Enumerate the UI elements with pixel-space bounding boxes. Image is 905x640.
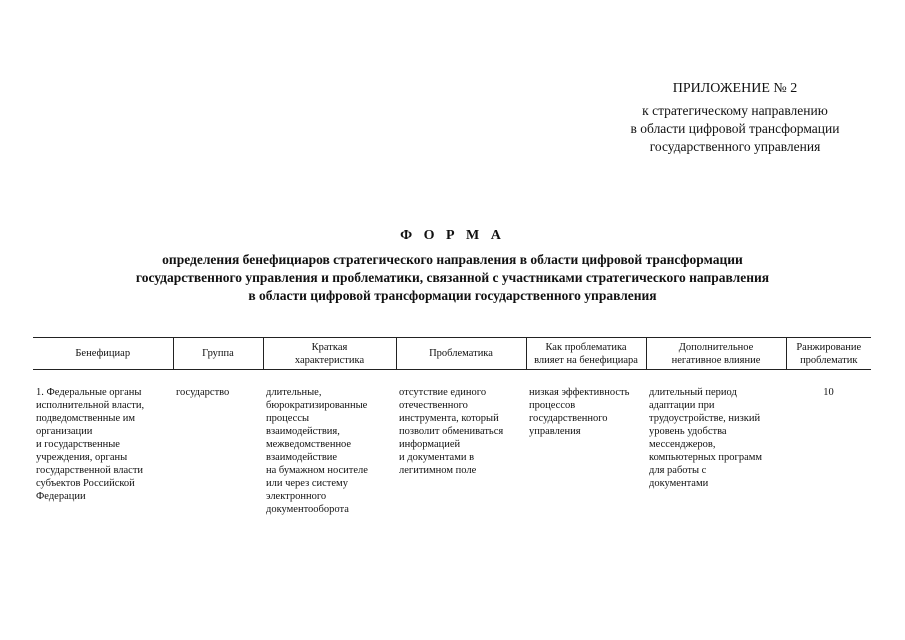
table-cell-problem: отсутствие единого отечественного инструмента, который позволит обмениваться информацией и документами в легитимном поле <box>399 387 504 476</box>
form-subtitle-line: определения бенефициаров стратегического направления в области цифровой трансформации <box>162 252 743 267</box>
table-cell-additional-negative-impact: длительный период адаптации при трудоустройстве, низкий уровень удобства мессенджеров, компьютерных программ для работы с документами <box>649 387 763 489</box>
table-cell-group: государство <box>176 387 230 398</box>
appendix-line: государственного управления <box>649 139 821 154</box>
column-header-beneficiary: Бенефициар <box>33 338 173 370</box>
table-row <box>33 370 871 517</box>
appendix-line: к стратегическому направлению <box>642 103 828 118</box>
form-subtitle <box>0 251 905 305</box>
column-header-ranking: Ранжирование проблематик <box>786 338 871 370</box>
beneficiary-table <box>33 337 871 516</box>
appendix-line: в области цифровой трансформации <box>630 121 840 136</box>
appendix-title: ПРИЛОЖЕНИЕ № 2 <box>672 81 798 96</box>
column-header-problem: Проблематика <box>396 338 526 370</box>
table-header-row <box>33 338 871 370</box>
form-subtitle-line: государственного управления и проблематики, связанной с участниками стратегического направления <box>135 270 770 285</box>
form-subtitle-line: в области цифровой трансформации государственного управления <box>248 288 657 303</box>
column-header-brief-characteristic: Краткая характеристика <box>263 338 396 370</box>
column-header-additional-negative-impact: Дополнительное негативное влияние <box>646 338 786 370</box>
table-cell-beneficiary: 1. Федеральные органы исполнительной власти, подведомственные им организации и государственные учреждения, органы государственной власти субъектов Российской Федерации <box>36 387 145 502</box>
column-header-group: Группа <box>173 338 263 370</box>
table-cell-impact: низкая эффективность процессов государственного управления <box>529 387 630 437</box>
appendix-block <box>600 80 870 156</box>
table-cell-ranking: 10 <box>823 387 834 398</box>
column-header-impact: Как проблематика влияет на бенефициара <box>526 338 646 370</box>
form-heading: Ф О Р М А <box>400 228 505 243</box>
table-cell-brief-characteristic: длительные, бюрократизированные процессы взаимодействия, межведомственное взаимодействие на бумажном носителе или через систему электронного документооборота <box>266 387 368 515</box>
